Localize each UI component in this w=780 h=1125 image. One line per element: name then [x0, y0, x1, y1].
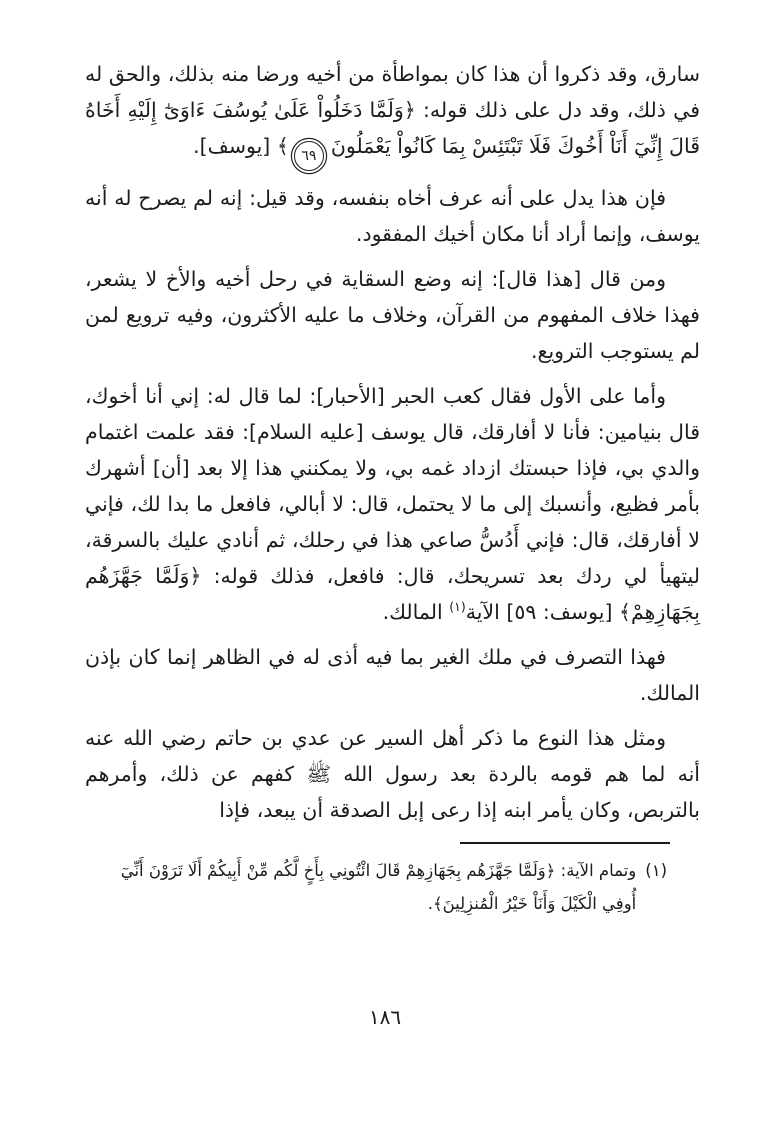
paragraph-1-text-with-quran-verse: سارق، وقد ذكروا أن هذا كان بمواطأة من أخيه ورضا منه بذلك، والحق له في ذلك، وقد دل على ذلك قوله: ﴿وَلَمَّا دَخَلُواْ عَلَىٰ يُوسُفَ ءَاوَىٰٓ إِلَيْهِ أَخَاهُ قَالَ إِنِّيٓ أَنَاْ أَخُوكَ فَلَا تَبْتَئِسْ بِمَا كَانُواْ يَعْمَلُونَ — [85, 62, 700, 158]
paragraph-1 — [85, 56, 700, 171]
footnote — [85, 854, 667, 920]
page-number: ١٨٦ — [368, 1005, 402, 1029]
footnote-separator-rule — [460, 842, 670, 844]
paragraph-5-text: فهذا التصرف في ملك الغير بما فيه أذى له في الظاهر إنما كان بإذن المالك. — [85, 645, 700, 705]
paragraph-4-text-end: المالك. — [382, 600, 450, 624]
paragraph-4 — [85, 378, 700, 630]
paragraph-5 — [85, 639, 700, 711]
paragraph-3-text: ومن قال [هذا قال]: إنه وضع السقاية في رحل أخيه والأخ لا يشعر، فهذا خلاف المفهوم من القرآن، وخلاف ما عليه الأكثرون، وفيه ترويع لمن لم يستوجب الترويع. — [85, 267, 700, 363]
paragraph-6 — [85, 720, 700, 828]
paragraph-3 — [85, 261, 700, 369]
paragraph-6-text: ومثل هذا النوع ما ذكر أهل السير عن عدي بن حاتم رضي الله عنه أنه لما هم قومه بالردة بعد رسول الله ﷺ كفهم عن ذلك، وأمرهم بالتربص، وكان يأمر ابنه إذا رعى إبل الصدقة أن يبعد، فإذا — [85, 726, 700, 822]
footnote-number: (١) — [645, 861, 667, 880]
paragraph-4-text-with-quran-verse: وأما على الأول فقال كعب الحبر [الأحبار]: لما قال له: إني أنا أخوك، قال بنيامين: فأنا لا أفارقك، قال يوسف [عليه السلام]: فقد علمت اغتمام والدي بي، فإذا حبستك ازداد غمه بي، ولا يمكنني هذا إلا بعد [أن] أشهرك بأمر فظيع، وأنسبك إلى ما لا يحتمل، قال: لا أبالي، فافعل ما بدا لك، فإني لا أفارقك، قال: فإني أَدُسُّ صاعي هذا في رحلك، ثم أنادي عليك بالسرقة، ليتهيأ لي ردك بعد تسريحك، قال: فافعل، فذلك قوله: ﴿وَلَمَّا جَهَّزَهُم بِجَهَازِهِمْ﴾ [يوسف: ٥٩] الآية — [85, 384, 700, 624]
paragraph-2 — [85, 180, 700, 252]
ayah-number-ornament: ٦٩ — [294, 141, 324, 171]
footnote-reference-marker: (١) — [449, 599, 466, 615]
surah-reference: ﴾ [يوسف]. — [193, 134, 289, 158]
book-page — [85, 56, 700, 920]
footnote-text-quran-verse: وتمام الآية: ﴿وَلَمَّا جَهَّزَهُم بِجَهَازِهِمْ قَالَ ائْتُونِي بِأَخٍ لَّكُم مِّنْ أَبِيكُمْ أَلَا تَرَوْنَ أَنِّيٓ أُوفِي الْكَيْلَ وَأَنَاْ خَيْرُ الْمُنزِلِينَ﴾. — [120, 861, 637, 913]
paragraph-2-text: فإن هذا يدل على أنه عرف أخاه بنفسه، وقد قيل: إنه لم يصرح له أنه يوسف، وإنما أراد أنا مكان أخيك المفقود. — [85, 186, 700, 246]
page-body-text — [85, 56, 700, 828]
